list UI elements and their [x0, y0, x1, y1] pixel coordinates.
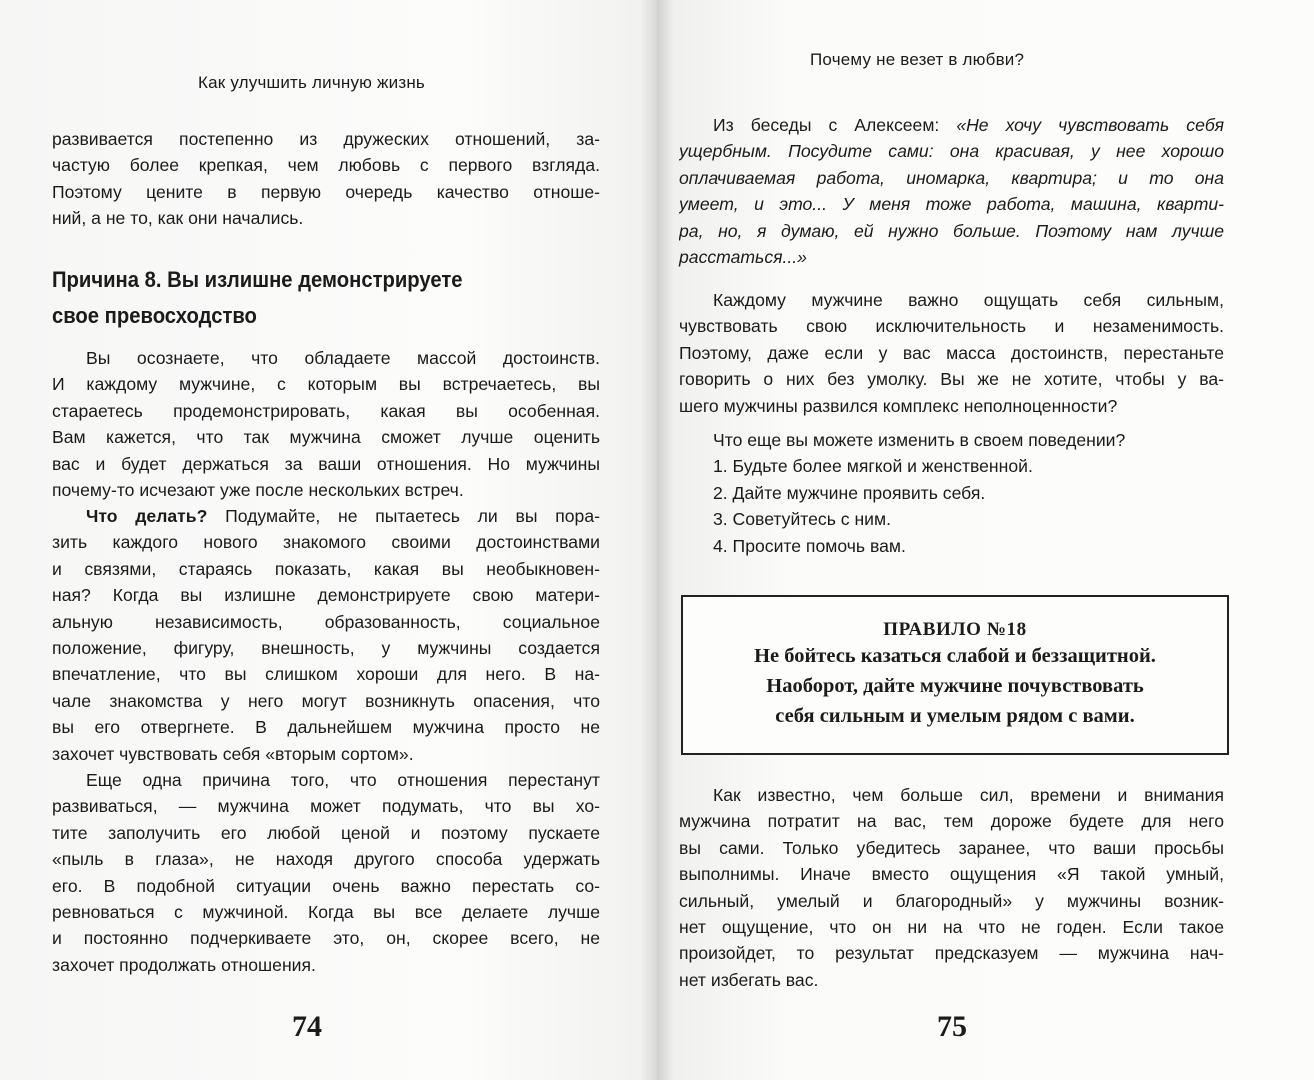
text-line: захочет чувствовать себя «вторым сортом».	[52, 743, 414, 764]
text-line: почему-то исчезают уже после нескольких встреч.	[52, 479, 464, 500]
text-line: вас и будет держаться за ваши отношения. Но мужчины	[52, 453, 600, 474]
list-item: 1. Будьте более мягкой и женственной.	[713, 456, 1033, 477]
text-line: развивается постепенно из дружеских отношений, за-	[52, 129, 600, 149]
book-gutter	[640, 0, 674, 1080]
text-line: развиваться, — мужчина может подумать, что вы хо-	[52, 796, 600, 817]
paragraph-1-right	[679, 287, 1224, 419]
quote-paragraph	[679, 112, 1224, 270]
quote-line: расстаться...»	[679, 246, 807, 267]
text-line: и постоянно подчеркиваете это, он, скорее всего, не	[52, 928, 600, 949]
text-line: нет избегать вас.	[679, 969, 819, 990]
quote-line: умеет, и это... У меня тоже работа, машина, кварти-	[679, 194, 1224, 215]
rule-line: себя сильным и умелым рядом с вами.	[775, 705, 1135, 727]
text-line: вы его отвергнете. В дальнейшем мужчина просто не	[52, 717, 600, 738]
text-line: и связями, стараясь показать, какая вы необыкновен-	[52, 558, 600, 579]
paragraph-2	[52, 503, 600, 767]
right-page	[657, 0, 1314, 1080]
paragraph-2-right	[679, 782, 1224, 993]
section-heading	[52, 262, 530, 334]
list-intro: Что еще вы можете изменить в своем поведении?	[713, 430, 1126, 450]
heading-line: свое превосходство	[52, 303, 257, 328]
text-line: «пыль в глаза», не находя другого способа удержать	[52, 849, 600, 870]
list-item: 2. Дайте мужчине проявить себя.	[713, 482, 986, 503]
rule-box	[681, 595, 1229, 755]
rule-line: Наоборот, дайте мужчине почувствовать	[766, 675, 1144, 697]
text-line: сильный, умелый и благородный» у мужчины возник-	[679, 890, 1224, 911]
tips-list	[679, 427, 1224, 559]
text-line	[679, 112, 1224, 138]
text-line: Как известно, чем больше сил, времени и внимания	[713, 785, 1224, 805]
text-line: И каждому мужчине, с которым вы встречаетесь, вы	[52, 374, 600, 395]
text-line: произойдет, то результат предсказуем — мужчина нач-	[679, 943, 1224, 964]
what-to-do-label: Что делать?	[86, 506, 208, 526]
list-item: 3. Советуйтесь с ним.	[713, 509, 891, 530]
text-line: ревноваться с мужчиной. Когда вы все делаете лучше	[52, 901, 600, 922]
text-line: чувствовать свою исключительность и незаменимость.	[679, 316, 1224, 337]
text-line: ная? Когда вы излишне демонстрируете свою матери-	[52, 585, 600, 606]
text-line: Поэтому цените в первую очередь качество отноше-	[52, 181, 600, 202]
rule-title: ПРАВИЛО №18	[883, 619, 1027, 640]
page-number-left: 74	[292, 1010, 322, 1043]
text-line: мужчина потратит на вас, тем дороже будете для него	[679, 811, 1224, 832]
text-fragment: Подумайте, не пытаетесь ли вы пора-	[207, 506, 600, 526]
text-line: частую более крепкая, чем любовь с первого взгляда.	[52, 155, 600, 176]
text-line: нет ощущение, что он ни на что не годен. Если такое	[679, 916, 1224, 937]
text-line: захочет продолжать отношения.	[52, 954, 316, 975]
text-line: ний, а не то, как они начались.	[52, 208, 304, 229]
quote-text: «Не хочу чувствовать себя	[956, 115, 1224, 135]
text-line: чале знакомства у него могут возникнуть опасения, что	[52, 690, 600, 711]
rule-line: Не бойтесь казаться слабой и беззащитной.	[754, 645, 1156, 667]
text-line: Еще одна причина того, что отношения перестанут	[86, 770, 600, 790]
text-line: зить каждого нового знакомого своими достоинствами	[52, 532, 600, 553]
text-line: Вам кажется, что так мужчина сможет лучше оценить	[52, 427, 600, 448]
text-line: впечатление, что вы слишком хороши для него. В на-	[52, 664, 600, 685]
text-line: его. В подобной ситуации очень важно перестать со-	[52, 875, 600, 896]
text-line: положение, фигуру, внешность, у мужчины создается	[52, 637, 600, 658]
quote-line: ущербным. Посудите сами: она красивая, у нее хорошо	[679, 141, 1224, 162]
paragraph-1	[52, 345, 600, 503]
text-line: Поэтому, даже если у вас масса достоинств, перестаньте	[679, 342, 1224, 363]
intro-paragraph	[52, 126, 600, 232]
text-line: шего мужчины развился комплекс неполноценности?	[679, 395, 1118, 416]
text-line: Каждому мужчине важно ощущать себя сильным,	[713, 290, 1224, 310]
text-line: вы сами. Только убедитесь заранее, что ваши просьбы	[679, 837, 1224, 858]
running-head-right: Почему не везет в любви?	[810, 50, 1025, 69]
text-line: альную независимость, образованность, социальное	[52, 611, 600, 632]
list-item: 4. Просите помочь вам.	[713, 535, 906, 556]
paragraph-3	[52, 767, 600, 978]
text-line: выполнимы. Иначе вместо ощущения «Я такой умный,	[679, 864, 1224, 885]
quote-line: оплачиваемая работа, иномарка, квартира; и то она	[679, 167, 1224, 188]
text-line: тите заполучить его любой ценой и поэтому пускаете	[52, 822, 600, 843]
text-line: стараетесь продемонстрировать, какая вы особенная.	[52, 400, 600, 421]
quote-lead: Из беседы с Алексеем:	[713, 115, 957, 135]
text-line: говорить о них без умолку. Вы же не хотите, чтобы у ва-	[679, 369, 1224, 390]
text-line	[52, 503, 600, 529]
page-number-right: 75	[937, 1010, 967, 1043]
text-line: Вы осознаете, что обладаете массой достоинств.	[86, 348, 600, 368]
quote-line: ра, но, я думаю, ей нужно больше. Поэтому нам лучше	[679, 220, 1224, 241]
running-head-left: Как улучшить личную жизнь	[198, 73, 425, 92]
heading-line: Причина 8. Вы излишне демонстрируете	[52, 267, 463, 292]
